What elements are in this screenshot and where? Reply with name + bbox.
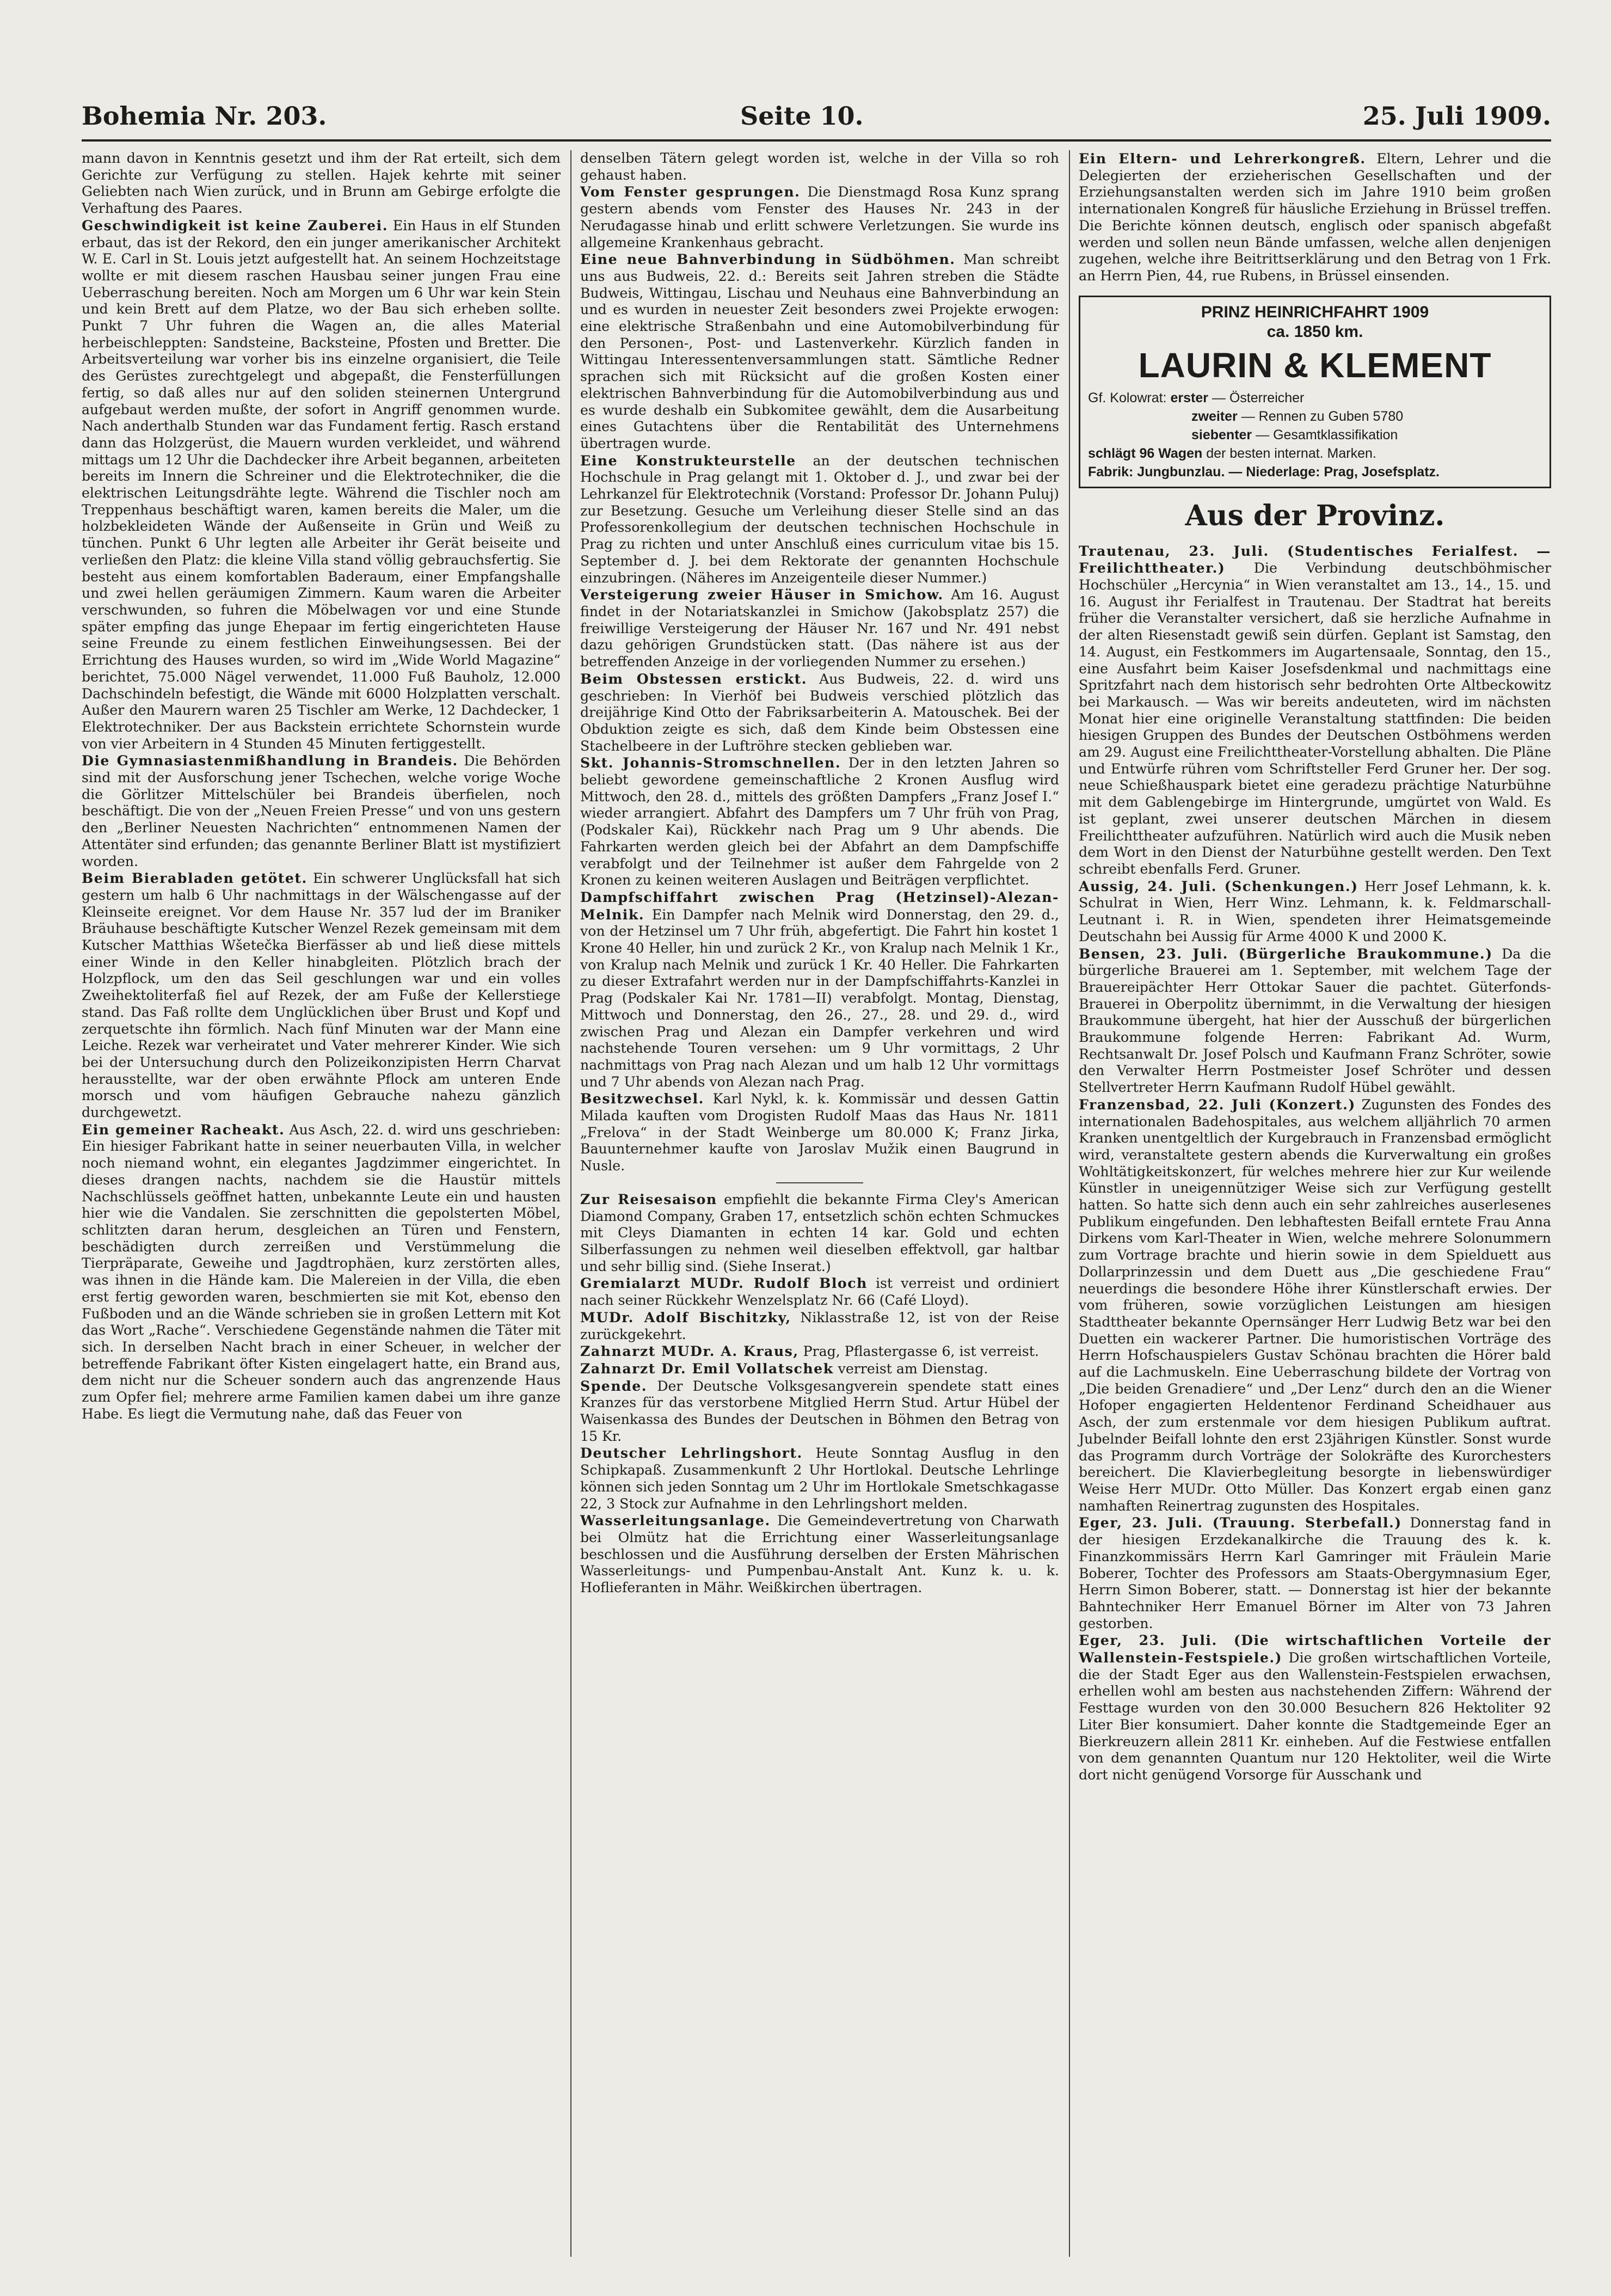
notice-paragraph xyxy=(580,1191,1059,1275)
article-paragraph xyxy=(580,889,1059,1090)
notice-text: ist verreist und ordiniert nach seiner Rückkehr Wenzelsplatz Nr. 66 (Café Lloyd). xyxy=(580,1275,1059,1309)
newspaper-page xyxy=(82,87,1551,2259)
article-text: Aus Asch, 22. d. wird uns geschrieben: Ein hiesiger Fabrikant hatte in seiner neuerbauten Villa, in welcher noch niemand wohnt, ein elegantes Jagdzimmer eingerichtet. In dieses drangen nachts, nachdem sie die Haustür mittels Nachschlüssels geöffnet hatten, unbekannte Leute ein und hausten hier wie die Vandalen. Sie zerschnitten die gepolsterten Möbel, schlitzten daran herum, desgleichen an Türen und Fenstern, beschädigten durch zerreißen und Verstümmelung die Tierpräparate, Geweihe und Jagdtrophäen, kurz zerstörten alles, was ihnen in die Hände kam. Die Malereien in der Villa, die eben erst fertig geworden waren, beschmierten sie mit Kot, ebenso den Fußboden und an die Wände schrieben sie in großen Lettern mit Kot das Wort „Rache“. Verschiedene Gegenstände nahmen die Täter mit sich. In derselben Nacht brach in einer Scheuer, in welcher der betreffende Fabrikant öfter Kisten eingelagert hatte, ein Brand aus, dem nicht nur die Scheuer sondern auch das angrenzende Haus zum Opfer fiel; mehrere arme Familien kamen dabei um ihre ganze Habe. Es liegt die Vermutung nahe, daß das Feuer von xyxy=(82,1121,561,1422)
section-heading: Aus der Provinz. xyxy=(1185,499,1445,532)
notice-text: verreist am Dienstag. xyxy=(838,1360,988,1377)
notice-text: empfiehlt die bekannte Firma Cley's American Diamond Company, Graben 17, entsetzlich schön echten Schmuckes mit Cleys Diamanten in echten 14 kar. Gold und echten Silberfassungen zu nehmen weil dieselben effektvoll, gar haltbar und sehr billig sind. (Siehe Inserat.) xyxy=(580,1191,1059,1274)
column-1 xyxy=(82,150,561,1422)
notice-text: Niklasstraße 12, ist von der Reise zurückgekehrt. xyxy=(580,1309,1059,1342)
notice-headline: Spende. xyxy=(580,1377,648,1394)
article-headline: Versteigerung zweier Häuser in Smichow. xyxy=(580,586,944,603)
article-headline: Eine neue Bahnverbindung in Südböhmen. xyxy=(580,251,956,268)
ad-factory-address: Fabrik: Jungbunzlau. — Niederlage: Prag, Josefsplatz. xyxy=(1088,464,1440,480)
article-headline: Ein gemeiner Racheakt. xyxy=(82,1121,285,1138)
ad-category: — Gesamtklassifikation xyxy=(1252,427,1398,443)
ad-distance: ca. 1850 km. xyxy=(1266,322,1363,341)
ad-result-row xyxy=(1088,407,1542,426)
article-headline: Eger, 23. Juli. (Trauung. Sterbefall.) xyxy=(1079,1514,1402,1531)
article-paragraph xyxy=(1079,1514,1551,1632)
article-headline: Aussig, 24. Juli. (Schenkungen.) xyxy=(1079,877,1358,894)
page-number: Seite 10. xyxy=(740,101,864,131)
notice-headline: Wasserleitungsanlage. xyxy=(580,1512,771,1529)
article-paragraph xyxy=(82,870,561,1121)
laurin-klement-advertisement xyxy=(1079,296,1551,488)
notice-headline: Zur Reisesaison xyxy=(580,1190,717,1207)
article-headline: Geschwindigkeit ist keine Zauberei. xyxy=(82,217,388,234)
article-paragraph xyxy=(1079,1632,1551,1783)
notice-paragraph xyxy=(580,1309,1059,1343)
notice-text: Heute Sonntag Ausflug in den Schipkapaß. Zusammenkunft 2 Uhr Hortlokal. Deutsche Lehrlinge können sich jeden Sonntag um 2 Uhr im Hortlokale Smetschkagasse 22, 3 Stock zur Aufnahme in den Lehrlingshort melden. xyxy=(580,1445,1059,1512)
ad-claim xyxy=(1088,444,1542,463)
article-headline: Franzensbad, 22. Juli (Konzert.) xyxy=(1079,1096,1356,1113)
article-text: Am 16. August findet in der Notariatskanzlei in Smichow (Jakobsplatz 257) die freiwillige Versteigerung der Häuser Nr. 167 und Nr. 491 nebst dazu gehörigen Grundstücken statt. (Das nähere ist aus der betreffenden Anzeige in der vorliegenden Nummer zu ersehen.) xyxy=(580,587,1059,670)
article-headline: Dampfschiffahrt zwischen Prag (Hetzinsel)-Alezan-Melnik. xyxy=(580,888,1059,923)
notice-text: Die Gemeindevertretung von Charwath bei Olmütz hat die Errichtung einer Wasserleitungsanlage beschlossen und die Ausführung derselben der Ersten Mährischen Wasserleitungs- und Pumpenbau-Anstalt Ant. Kunz k. u. k. Hoflieferanten in Mähr. Weißkirchen übertragen. xyxy=(580,1513,1059,1596)
article-paragraph xyxy=(580,671,1059,755)
article-paragraph xyxy=(1079,878,1551,946)
article-headline: Eger, 23. Juli. (Die wirtschaftlichen Vorteile der Wallenstein-Festspiele.) xyxy=(1079,1632,1551,1666)
article-headline: Trautenau, 23. Juli. (Studentisches Ferialfest. — Freilichttheater.) xyxy=(1079,542,1551,576)
ad-category: — Österreicher xyxy=(1208,390,1305,406)
article-headline: Beim Bierabladen getötet. xyxy=(82,870,308,887)
notice-paragraph xyxy=(580,1360,1059,1378)
notice-paragraph xyxy=(580,1445,1059,1512)
notice-text: Der Deutsche Volksgesangverein spendete statt eines Kranzes für das verstorbene Mitglied Herrn Stud. Artur Hübel der Waisenkassa des Bundes der Deutschen in Böhmen den Betrag von 15 Kr. xyxy=(580,1378,1059,1444)
notice-paragraph xyxy=(580,1378,1059,1445)
article-text: Herr Josef Lehmann, k. k. Schulrat in Wien, Herr Winz. Lehmann, k. k. Feldmarschall-Leutnant i. R. in Wien, spendeten ihrer Heimatsgemeinde Deutschahn bei Aussig für Arme 4000 K und 2000 K. xyxy=(1079,878,1552,944)
ad-placing: zweiter xyxy=(1191,408,1238,424)
article-paragraph xyxy=(580,183,1059,251)
notice-headline: Deutscher Lehrlingshort. xyxy=(580,1445,803,1462)
article-text: Man schreibt uns aus Budweis, 22. d.: Bereits seit Jahren streben die Städte Budweis, Wittingau, Lischau und Neuhaus eine Bahnverbindung an und es wurden in neuester Zeit besonders zwei Projekte erwogen: eine elektrische Straßenbahn und eine Automobilverbindung für den Personen-, Post- und Lastenverkehr. Kürzlich fanden in Wittingau Interessentenversammlungen statt. Sämtliche Redner sprachen sich mit Rücksicht auf die großen Kosten einer elektrischen Bahnverbindung für die Automobilverbindung aus und es wurde deshalb ein Subkomitee gewählt, dem die Ausarbeitung eines Gutachtens über die Rentabilität des Unternehmens übertragen wurde. xyxy=(580,251,1059,451)
article-paragraph xyxy=(82,1121,561,1423)
article-paragraph xyxy=(1079,946,1551,1096)
article-text: mann davon in Kenntnis gesetzt und ihm der Rat erteilt, sich dem Gerichte zur Verfügung zu stellen. Hajek kehrte mit seiner Geliebten nach Wien zurück, und in Brunn am Gebirge erfolgte die Verhaftung des Paares. xyxy=(82,150,561,217)
column-2 xyxy=(580,150,1059,1597)
article-paragraph xyxy=(580,1090,1059,1175)
notice-headline: MUDr. Adolf Bischitzky, xyxy=(580,1309,791,1325)
ad-driver: Gf. Kolowrat: xyxy=(1088,390,1171,406)
article-text: Ein Dampfer nach Melnik wird Donnerstag, den 29. d., von der Hetzinsel um 7 Uhr früh, abgefertigt. Die Fahrt hin kostet 1 Krone 40 Heller, hin und zurück 2 Kr., von Kralup nach Melnik 1 Kr., von Kralup nach Melnik und zurück 1 Kr. 40 Heller. Die Fahrkarten zu dieser Extrafahrt werden nur in der Dampfschiffahrts-Kanzlei in Prag (Podskaler Kai Nr. 1781—II) verabfolgt. Montag, Dienstag, Mittwoch und Donnerstag, den 26., 27., 28. und 29. d., wird zwischen Prag und Alezan ein Dampfer verkehren und wird nachstehende Touren versehen: um 9 Uhr vormittags, 2 Uhr nachmittags von Prag nach Alezan und um halb 12 Uhr vormittags und 7 Uhr abends von Alezan nach Prag. xyxy=(580,906,1059,1090)
article-text: Zugunsten des Fondes des internationalen Badehospitales, aus welchem alljährlich 70 armen Kranken unentgeltlich der Kurgebrauch in Franzensbad ermöglicht wird, veranstaltete gestern abends die Kurverwaltung ein großes Wohltätigkeitskonzert, für welches mehrere hier zur Kur weilende Künstler in uneigennütziger Weise sich zur Verfügung gestellt hatten. So hatte sich denn auch ein sehr zahlreiches auserlesenes Publikum eingefunden. Den lebhaftesten Beifall erntete Frau Anna Dirkens vom Karl-Theater in Wien, welche mehrere Solonummern zum Vortrage brachte und hierin sowie in dem Spielduett aus Dollarprinzessin und dem Duett aus „Die geschiedene Frau“ neuerdings die besondere Höhe ihrer Künstlerschaft erwies. Der vom früheren, sowie vorzüglichen Leistungen am hiesigen Stadttheater bekannte Opernsänger Herr Ludwig Betz war bei den Duetten ein wackerer Partner. Die humoristischen Vorträge des Herrn Hofschauspielers Gustav Schönau brachten die Hörer bald auf die Lachmuskeln. Eine Ueberraschung bildete der Vortrag von „Die beiden Grenadiere“ und „Der Lenz“ durch den an die Wiener Hofoper engagierten Heldentenor Ferdinand Scheidhauer aus Asch, der zum erstenmale vor dem hiesigen Publikum auftrat. Jubelnder Beifall lohnte den erst 23jährigen Künstler. Sonst wurde das Programm durch Vorträge der Solokräfte des Kurorchesters bereichert. Die Klavierbegleitung besorgte in liebenswürdiger Weise Herr MUDr. Otto Müller. Das Konzert ergab einen ganz namhaften Reinertrag zugunsten des Hospitales. xyxy=(1079,1096,1551,1514)
article-paragraph xyxy=(1079,150,1551,285)
article-headline: Beim Obstessen erstickt. xyxy=(580,670,808,687)
ad-brand-name: LAURIN & KLEMENT xyxy=(1138,345,1492,385)
ad-category: — Rennen zu Guben 5780 xyxy=(1237,408,1404,424)
article-headline: Bensen, 23. Juli. (Bürgerliche Braukommune.) xyxy=(1079,945,1493,962)
article-headline: Besitzwechsel. xyxy=(580,1090,704,1107)
article-text: Da die bürgerliche Brauerei am 1. September, mit welchem Tage der Brauereipächter Herr Ottokar Sauer die pachtet. Güterfonds-Brauerei in Oberpolitz übernimmt, in die Verwaltung der hiesigen Braukommune übergeht, hat hier der Ausschuß der bürgerlichen Braukommune folgende Herren: Fabrikant Ad. Wurm, Rechtsanwalt Dr. Josef Polsch und Kaufmann Franz Schröter, sowie den Verwalter Herrn Postmeister Josef Schröter und dessen Stellvertreter Herrn Kaufmann Rudolf Hübel gewählt. xyxy=(1079,946,1551,1096)
article-text: Karl Nykl, k. k. Kommissär und dessen Gattin Milada kauften vom Drogisten Rudolf Maas das Haus Nr. 1811 „Frelova“ in der Stadt Weinberge um 80.000 K; Franz Jirka, Bauunternehmer kaufte von Jaroslav Mužik einen Baugrund in Nusle. xyxy=(580,1091,1060,1174)
notice-paragraph xyxy=(580,1275,1059,1309)
masthead-rule xyxy=(82,139,1551,142)
article-text: Die Verbindung deutschböhmischer Hochschüler „Hercynia“ in Wien veranstaltet am 13., 14., 15. und 16. August ihr Ferialfest in Trautenau. Der Stadtrat hat bereits früher die Veranstalter versichert, daß sie herzliche Aufnahme in der alten Riesenstadt gewiß sein dürfen. Geplant ist Samstag, den 14. August, ein Festkommers im Augartensaale, Sonntag, den 15., eine Ausfahrt beim Kaiser Josefsdenkmal und nachmittags eine Spritzfahrt nach dem historisch sehr bedrohten Orte Altbeckowitz bei Markausch. — Was wir bereits andeuteten, wird im nächsten Monat hier eine originelle Veranstaltung stattfinden: Die beiden hiesigen Gruppen des Bundes der Deutschen Ostböhmens werden am 29. August eine Freilichttheater-Vorstellung abhalten. Die Pläne und Entwürfe rühren vom Schriftsteller Ferd Gruner her. Der sog. neue Schießhauspark bietet eine geradezu prächtige Naturbühne mit dem Gablengebirge im Hintergrunde, umgürtet von Wald. Es ist geplant, zwei unserer deutschen Märchen in diesem Freilichttheater aufzuführen. Natürlich wird auch die Musik neben dem Wort in den Dienst der Naturbühne gestellt werden. Den Text schreibt ebenfalls Ferd. Gruner. xyxy=(1079,560,1552,877)
article-paragraph xyxy=(580,251,1059,452)
ad-placing: erster xyxy=(1170,390,1208,406)
ad-result-row xyxy=(1088,426,1542,444)
notice-text: Prag, Pflastergasse 6, ist verreist. xyxy=(803,1343,1039,1360)
article-text: Die Behörden sind mit der Ausforschung jener Tschechen, welche vorige Woche die Görlitzer Mittelschüler bei Brandeis überfielen, noch beschäftigt. Die von der „Neuen Freien Presse“ und von uns gestern den „Berliner Neuesten Nachrichten“ entnommenen Namen der Attentäter sind erfunden; das genannte Berliner Blatt ist mystifiziert worden. xyxy=(82,753,561,869)
column-3 xyxy=(1079,150,1551,1784)
article-paragraph xyxy=(1079,1096,1551,1515)
article-text: an der deutschen technischen Hochschule in Prag gelangt mit 1. Oktober d. J., und zwar bei der Lehrkanzel für Elektrotechnik (Vorstand: Professor Dr. Johann Puluj) zur Besetzung. Gesuche um Verleihung dieser Stelle sind an das Professorenkollegium der deutschen technischen Hochschule in Prag zu richten und unter Anschluß eines curriculum vitae bis 15. September d. J. bei dem Rektorate der genannten Hochschule einzubringen. (Näheres im Anzeigenteile dieser Nummer.) xyxy=(580,452,1060,586)
column-divider xyxy=(1069,150,1070,2257)
ad-event-title: PRINZ HEINRICHFAHRT 1909 xyxy=(1201,303,1429,321)
ad-claim-text: der besten internat. Marken. xyxy=(1202,445,1376,461)
divider-rule xyxy=(776,1182,863,1183)
article-paragraph xyxy=(82,217,561,753)
article-text: Donnerstag fand in der hiesigen Erzdekanalkirche die Trauung des k. k. Finanzkommissärs Herrn Karl Gamringer mit Fräulein Marie Boberer, Tochter des Professors am Staats-Obergymnasium Eger, Herrn Simon Boberer, statt. — Donnerstag ist hier der bekannte Bahntechniker Herr Emanuel Börner im Alter von 73 Jahren gestorben. xyxy=(1079,1515,1551,1631)
masthead xyxy=(82,101,1551,134)
article-text: Ein schwerer Unglücksfall hat sich gestern um halb 6 Uhr nachmittags in der Wälschengasse auf der Kleinseite ereignet. Vor dem Hause Nr. 357 lud der im Braniker Bräuhause beschäftigte Kutscher Wenzel Rezek gemeinsam mit dem Kutscher Matthias Wšetečka Bierfässer ab und ließ diese mittels einer Winde in den Keller hinabgleiten. Plötzlich brach der Holzpflock, um den das Seil geschlungen war und ein volles Zweihektoliterfaß fiel auf Rezek, der am Fuße der Kellerstiege stand. Das Faß rollte dem Unglücklichen über Brust und Kopf und zerquetschte ihn förmlich. Nach fünf Minuten war der Mann eine Leiche. Rezek war verheiratet und Vater mehrerer Kinder. Wie sich bei der Untersuchung durch den Polizeikonzipisten Herrn Charvat herausstellte, war der oben erwähnte Pflock am unteren Ende morsch und vom häufigen Gebrauche nahezu gänzlich durchgewetzt. xyxy=(82,870,561,1121)
article-paragraph xyxy=(1079,543,1551,878)
article-text: Aus Budweis, 22. d. wird uns geschrieben: In Vierhöf bei Budweis verschied plötzlich das dreijährige Kind Otto der Fabriksarbeiterin A. Matouschek. Bei der Obduktion zeigte es sich, daß dem Kinde beim Obstessen eine Stachelbeere in der Luftröhre stecken geblieben war. xyxy=(580,671,1059,754)
notice-headline: Zahnarzt MUDr. A. Kraus, xyxy=(580,1343,799,1360)
issue-date: 25. Juli 1909. xyxy=(1362,101,1551,131)
article-headline: Ein Eltern- und Lehrerkongreß. xyxy=(1079,150,1366,167)
article-text: Der in den letzten Jahren so beliebt gewordene gemeinschaftliche 2 Kronen Ausflug wird Mittwoch, den 28. d., mittels des größten Dampfers „Franz Josef I.“ wieder arrangiert. Abfahrt des Dampfers um 7 Uhr früh von Prag, (Podskaler Kai), Rückkehr nach Prag um 9 Uhr abends. Die Fahrkarten werden gleich bei der Abfahrt an dem Dampfschiffe verabfolgt und der Teilnehmer ist außer dem Fahrgelde von 2 Kronen zu keinen weiteren Auslagen und Beiträgen verpflichtet. xyxy=(580,755,1059,888)
article-headline: Die Gymnasiastenmißhandlung in Brandeis. xyxy=(82,752,458,769)
ad-claim-bold: schlägt 96 Wagen xyxy=(1088,445,1203,461)
article-paragraph xyxy=(82,752,561,870)
article-text: Eltern, Lehrer und die Delegierten der erzieherischen Gesellschaften und der Erziehungsanstalten werden sich im Jahre 1910 beim großen internationalen Kongreß für häusliche Erziehung in Brüssel treffen. Die Berichte können deutsch, englisch oder spanisch abgefaßt werden und sollen neun Bände umfassen, welche allen denjenigen zugehen, welche ihre Beitrittserklärung und den Betrag von 1 Frk. an Herrn Pien, 44, rue Rubens, in Brüssel einsenden. xyxy=(1079,151,1552,284)
article-paragraph xyxy=(580,754,1059,889)
article-headline: Vom Fenster gesprungen. xyxy=(580,183,801,200)
article-paragraph xyxy=(580,452,1059,587)
ad-placing: siebenter xyxy=(1191,427,1252,443)
issue-number: Bohemia Nr. 203. xyxy=(82,101,327,131)
notice-headline: Zahnarzt Dr. Emil Vollatschek xyxy=(580,1360,834,1377)
article-text: Die großen wirtschaftlichen Vorteile, die der Stadt Eger aus den Wallenstein-Festspielen erwachsen, erhellen wohl am besten aus nachstehenden Ziffern: Während der Festtage wurden von den 30.000 Besuchern 826 Hektoliter 92 Liter Bier konsumiert. Daher konnte die Stadtgemeinde Eger an Bierkreuzern allein 2811 Kr. einheben. Auf die Festwiese entfallen von dem genannten Quantum nur 120 Hektoliter, weil die Wirte dort nicht genügend Vorsorge für Ausschank und xyxy=(1079,1650,1551,1783)
notice-paragraph xyxy=(580,1343,1059,1360)
column-divider xyxy=(570,150,571,2257)
article-text: Ein Haus in elf Stunden erbaut, das ist der Rekord, den ein junger amerikanischer Architekt W. E. Carl in St. Louis jetzt aufgestellt hat. An seinem Hochzeitstage wollte er mit diesem raschen Hausbau seiner jungen Frau eine Ueberraschung bereiten. Noch am Morgen um 6 Uhr war kein Stein und kein Brett auf dem Platze, wo der Bau sich erheben sollte. Punkt 7 Uhr fuhren die Wagen an, die alles Material herbeischleppten: Sandsteine, Backsteine, Pfosten und Bretter. Die Arbeitsverteilung war vorher bis ins einzelne organisiert, die Teile des Gerüstes zurechtgelegt und abgepaßt, die Fensterfüllungen fertig, so daß alles nur auf den soliden steinernen Untergrund aufgebaut werden mußte, der sofort in Angriff genommen wurde. Nach anderthalb Stunden war das Fundament fertig. Rasch erstand dann das Holzgerüst, die Mauern wurden verkleidet, und während mittags um 12 Uhr die Dachdecker ihre Arbeit begannen, arbeiteten bereits im Innern die Schreiner und die Elektrotechniker, die die elektrischen Leitungsdrähte legte. Während die Tischler noch am Treppenhaus beschäftigt waren, kamen bereits die Maler, um die holzbekleideten Wände der Außenseite in Grün und Weiß zu tünchen. Punkt 6 Uhr legten alle Arbeiter ihr Gerät beiseite und verließen den Platz: die kleine Villa stand völlig gebrauchsfertig. Sie besteht aus einem komfortablen Baderaum, einer Empfangshalle und zwei hellen geräumigen Zimmern. Kaum waren die Arbeiter verschwunden, so fuhren die Möbelwagen vor und eine Stunde später empfing das junge Ehepaar im fertig eingerichteten Hause seine Freunde zu einem festlichen Einweihungsessen. Bei der Errichtung des Hauses wurden, so wird im „Wide World Magazine“ berichtet, 75.000 Nägel verwendet, 11.000 Fuß Bauholz, 12.000 Dachschindeln befestigt, die Wände mit 6000 Holzplatten verschalt. Außer den Maurern waren 25 Tischler am Werke, 12 Dachdecker, 1 Elektrotechniker. Der aus Backstein errichtete Schornstein wurde von vier Arbeitern in 4 Stunden 45 Minuten fertiggestellt. xyxy=(82,217,561,752)
notice-paragraph xyxy=(580,1512,1059,1597)
article-headline: Eine Konstrukteurstelle xyxy=(580,452,796,469)
article-text: Die Dienstmagd Rosa Kunz sprang gestern abends vom Fenster des Hauses Nr. 243 in der Neruđagasse hinab und erlitt schwere Verletzungen. Sie wurde ins allgemeine Krankenhaus gebracht. xyxy=(580,184,1059,250)
notice-headline: Gremialarzt MUDr. Rudolf Bloch xyxy=(580,1275,868,1292)
article-paragraph xyxy=(580,586,1059,671)
ad-result-row xyxy=(1088,389,1542,407)
article-headline: Skt. Johannis-Stromschnellen. xyxy=(580,754,841,771)
article-text: denselben Tätern gelegt worden ist, welche in der Villa so roh gehaust haben. xyxy=(580,150,1059,183)
